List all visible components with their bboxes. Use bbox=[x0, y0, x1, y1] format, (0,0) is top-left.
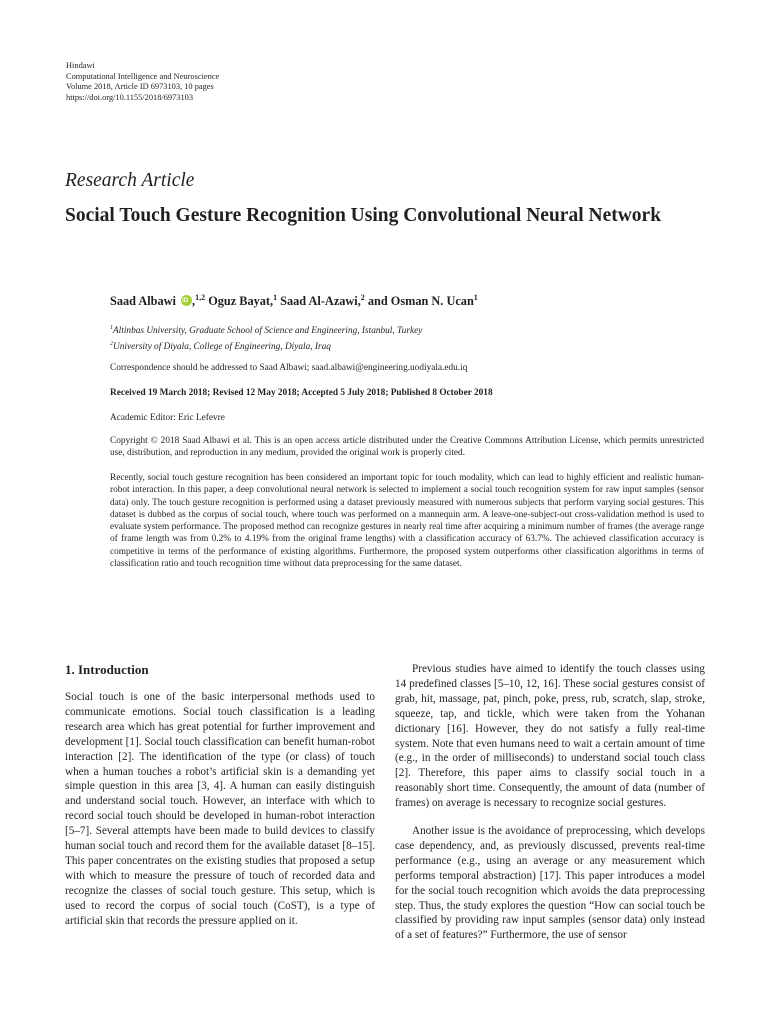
volume-info: Volume 2018, Article ID 6973103, 10 pages bbox=[66, 82, 214, 92]
copyright-notice: Copyright © 2018 Saad Albawi et al. This is an open access article distributed under the Creative Commons Attribution License, which permits unrestricted use, distribution, and reproduction in any medium, provided the original work is properly cited. bbox=[110, 436, 704, 459]
author-name[interactable]: Saad Albawi bbox=[110, 294, 176, 309]
correspondence-line: Correspondence should be addressed to Saad Albawi; saad.albawi@engineering.uodiyala.edu.iq bbox=[110, 363, 468, 373]
author-list: Saad Albawi iD ,$^{1,2}$ Oguz Bayat,$^1$ Saad Al-Azawi,$^2$ and Osman N. Ucan$^1$ bbox=[110, 293, 478, 309]
orcid-icon[interactable] bbox=[181, 295, 192, 306]
author-affiliation-sup: 1,2 bbox=[195, 293, 206, 302]
intro-right-paragraph-1: Previous studies have aimed to identify the touch classes using 14 predefined classes [5–10, 12, 16]. These social gestures consist of grab, hit, massage, pat, pinch, poke, press, rub, scratch, slap, stroke, squeeze, tap, and tickle, which were taken from the Yohanan dictionary [16]. However, they do not satisfy a fully real-time system. Note that even humans need to wait a certain amount of time (e.g., in the order of milliseconds) to understand social touch class [2]. Therefore, this paper aims to classify social touch in a reasonably short time. Consequently, the amount of data (number of frames) on average is necessary to recognize social gestures. bbox=[395, 663, 705, 810]
journal-name: Computational Intelligence and Neuroscience bbox=[66, 71, 220, 81]
author-affiliation-sup: 1 bbox=[273, 293, 278, 302]
affiliation-text: Altinbas University, Graduate School of Science and Engineering, Istanbul, Turkey bbox=[113, 326, 423, 337]
publisher-name: Hindawi bbox=[66, 61, 95, 70]
affiliation-text: University of Diyala, College of Engineering, Diyala, Iraq bbox=[113, 341, 331, 352]
journal-header bbox=[66, 61, 219, 103]
author-affiliation-sup: 1 bbox=[473, 293, 478, 302]
abstract: Recently, social touch gesture recognition has been considered an important topic for touch modality, which can lead to highly efficient and realistic human-robot interaction. In this paper, a deep convolutional neural network is selected to implement a social touch recognition system for raw input samples (sensor data) only. The touch gesture recognition is performed using a dataset previously measured with numerous subjects that perform varying social gestures. This dataset is dubbed as the corpus of social touch, where touch was performed on a mannequin arm. A leave-one-subject-out cross-validation method is used to evaluate system performance. The proposed method can recognize gestures in nearly real time after acquiring a minimum number of frames (the average range of frame length was from 0.2% to 4.19% from the original frame lengths) with a classification accuracy of 63.7%. The achieved classification accuracy is competitive in terms of the performance of existing algorithms. Furthermore, the proposed system outperforms other classification algorithms in terms of classification ratio and touch recognition time without data preprocessing for the same dataset. bbox=[110, 473, 704, 570]
article-title: Social Touch Gesture Recognition Using Convolutional Neural Network bbox=[65, 205, 662, 226]
author-name[interactable]: and Osman N. Ucan bbox=[367, 294, 474, 309]
author-name[interactable]: Oguz Bayat, bbox=[208, 294, 274, 309]
intro-left-column: Social touch is one of the basic interpersonal methods used to communicate emotions. Social touch classification is a leading research area which has great potential for further improvement and development [1]. Social touch classification can benefit human-robot interaction [2]. The identification of the type (or class) of touch when a human touches a robot’s artificial skin is a demanding yet simple question in this area [3, 4]. A human can easily distinguish and understand social touch. However, an interface with which to record social touch should be developed in human-robot interaction [5–7]. Several attempts have been made to build devices to classify human social touch and record them for the available dataset [8–15]. This paper concentrates on the existing studies that proposed a setup with which to measure the pressure of touch of recorded data and recognize the classes of social touch gesture. This setup, which is used to record the corpus of social touch (CoST), is a type of artificial skin that records the pressure applied on it. bbox=[65, 691, 375, 927]
publication-dates: Received 19 March 2018; Revised 12 May 2018; Accepted 5 July 2018; Published 8 October 2018 bbox=[110, 388, 493, 398]
affiliation-line bbox=[110, 338, 422, 354]
intro-right-paragraph-2: Another issue is the avoidance of preprocessing, which develops case dependency, and, as previously discussed, prevents real-time performance (e.g., using an average or any measurement which performs temporal abstraction) [17]. This paper introduces a model for the social touch recognition which avoids the data preprocessing step. Thus, the study explores the question “How can social touch be classified by providing raw input samples (sensor data) only instead of a set of features?” Furthermore, the use of sensor bbox=[395, 825, 705, 942]
section-heading-introduction: 1. Introduction bbox=[65, 662, 149, 677]
affiliations bbox=[110, 322, 422, 353]
author-affiliation-sup: 2 bbox=[360, 293, 365, 302]
article-type: Research Article bbox=[65, 170, 195, 191]
affiliation-sup: 2 bbox=[110, 340, 113, 347]
affiliation-sup: 1 bbox=[110, 325, 113, 331]
doi-link[interactable]: https://doi.org/10.1155/2018/6973103 bbox=[66, 92, 194, 102]
affiliation-line bbox=[110, 322, 422, 338]
author-name[interactable]: Saad Al-Azawi, bbox=[280, 294, 361, 309]
academic-editor: Academic Editor: Eric Lefevre bbox=[110, 413, 225, 423]
